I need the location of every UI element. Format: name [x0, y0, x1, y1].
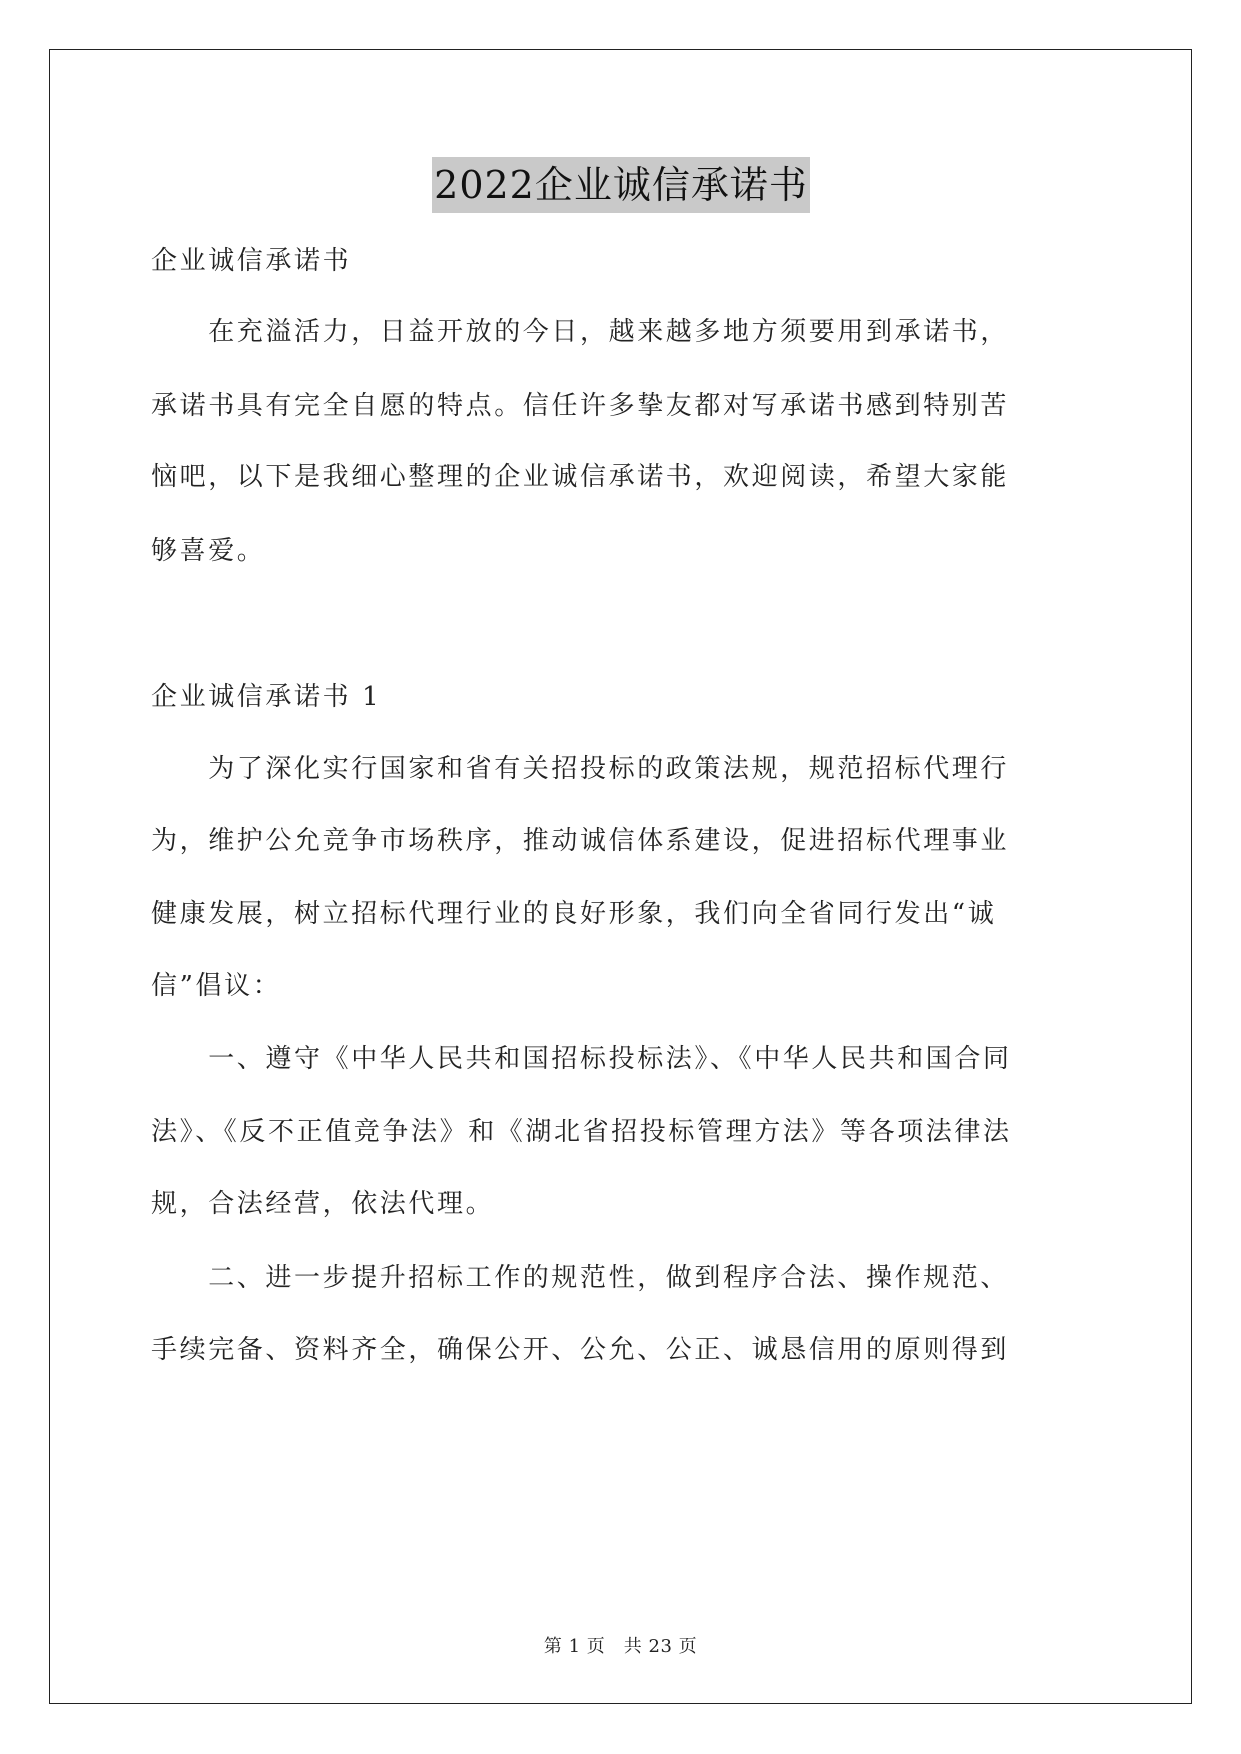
title-wrap — [151, 157, 1091, 213]
paragraph-line: 一、遵守《中华人民共和国招标投标法》、《中华人民共和国合同 — [151, 1044, 1012, 1074]
paragraph-line: 够喜爱。 — [151, 536, 266, 566]
paragraph-line: 二、进一步提升招标工作的规范性，做到程序合法、操作规范、 — [151, 1263, 1010, 1293]
section-heading: 企业诚信承诺书 1 — [151, 682, 382, 712]
paragraph-line: 恼吧，以下是我细心整理的企业诚信承诺书，欢迎阅读，希望大家能 — [151, 462, 1010, 492]
paragraph-line: 承诺书具有完全自愿的特点。信任许多挚友都对写承诺书感到特别苦 — [151, 391, 1010, 421]
paragraph-line: 为，维护公允竞争市场秩序，推动诚信体系建设，促进招标代理事业 — [151, 826, 1010, 856]
page-number: 第 1 页 共 23 页 — [543, 1636, 698, 1657]
paragraph-line: 规，合法经营，依法代理。 — [151, 1189, 495, 1219]
paragraph-line: 手续完备、资料齐全，确保公开、公允、公正、诚恳信用的原则得到 — [151, 1335, 1010, 1365]
paragraph-line: 在充溢活力，日益开放的今日，越来越多地方须要用到承诺书， — [151, 317, 1010, 347]
paragraph-line: 健康发展，树立招标代理行业的良好形象，我们向全省同行发出“诚 — [151, 899, 997, 929]
paragraph-line: 为了深化实行国家和省有关招投标的政策法规，规范招标代理行 — [151, 754, 1010, 784]
paragraph-line: 信”倡议： — [151, 971, 282, 1001]
page-footer — [0, 1632, 1241, 1658]
paragraph-line: 法》、《反不正值竞争法》和《湖北省招投标管理方法》等各项法律法 — [151, 1117, 1012, 1147]
page-border — [49, 49, 1192, 1704]
section-heading: 企业诚信承诺书 — [151, 246, 352, 276]
document-title: 2022企业诚信承诺书 — [432, 157, 810, 213]
